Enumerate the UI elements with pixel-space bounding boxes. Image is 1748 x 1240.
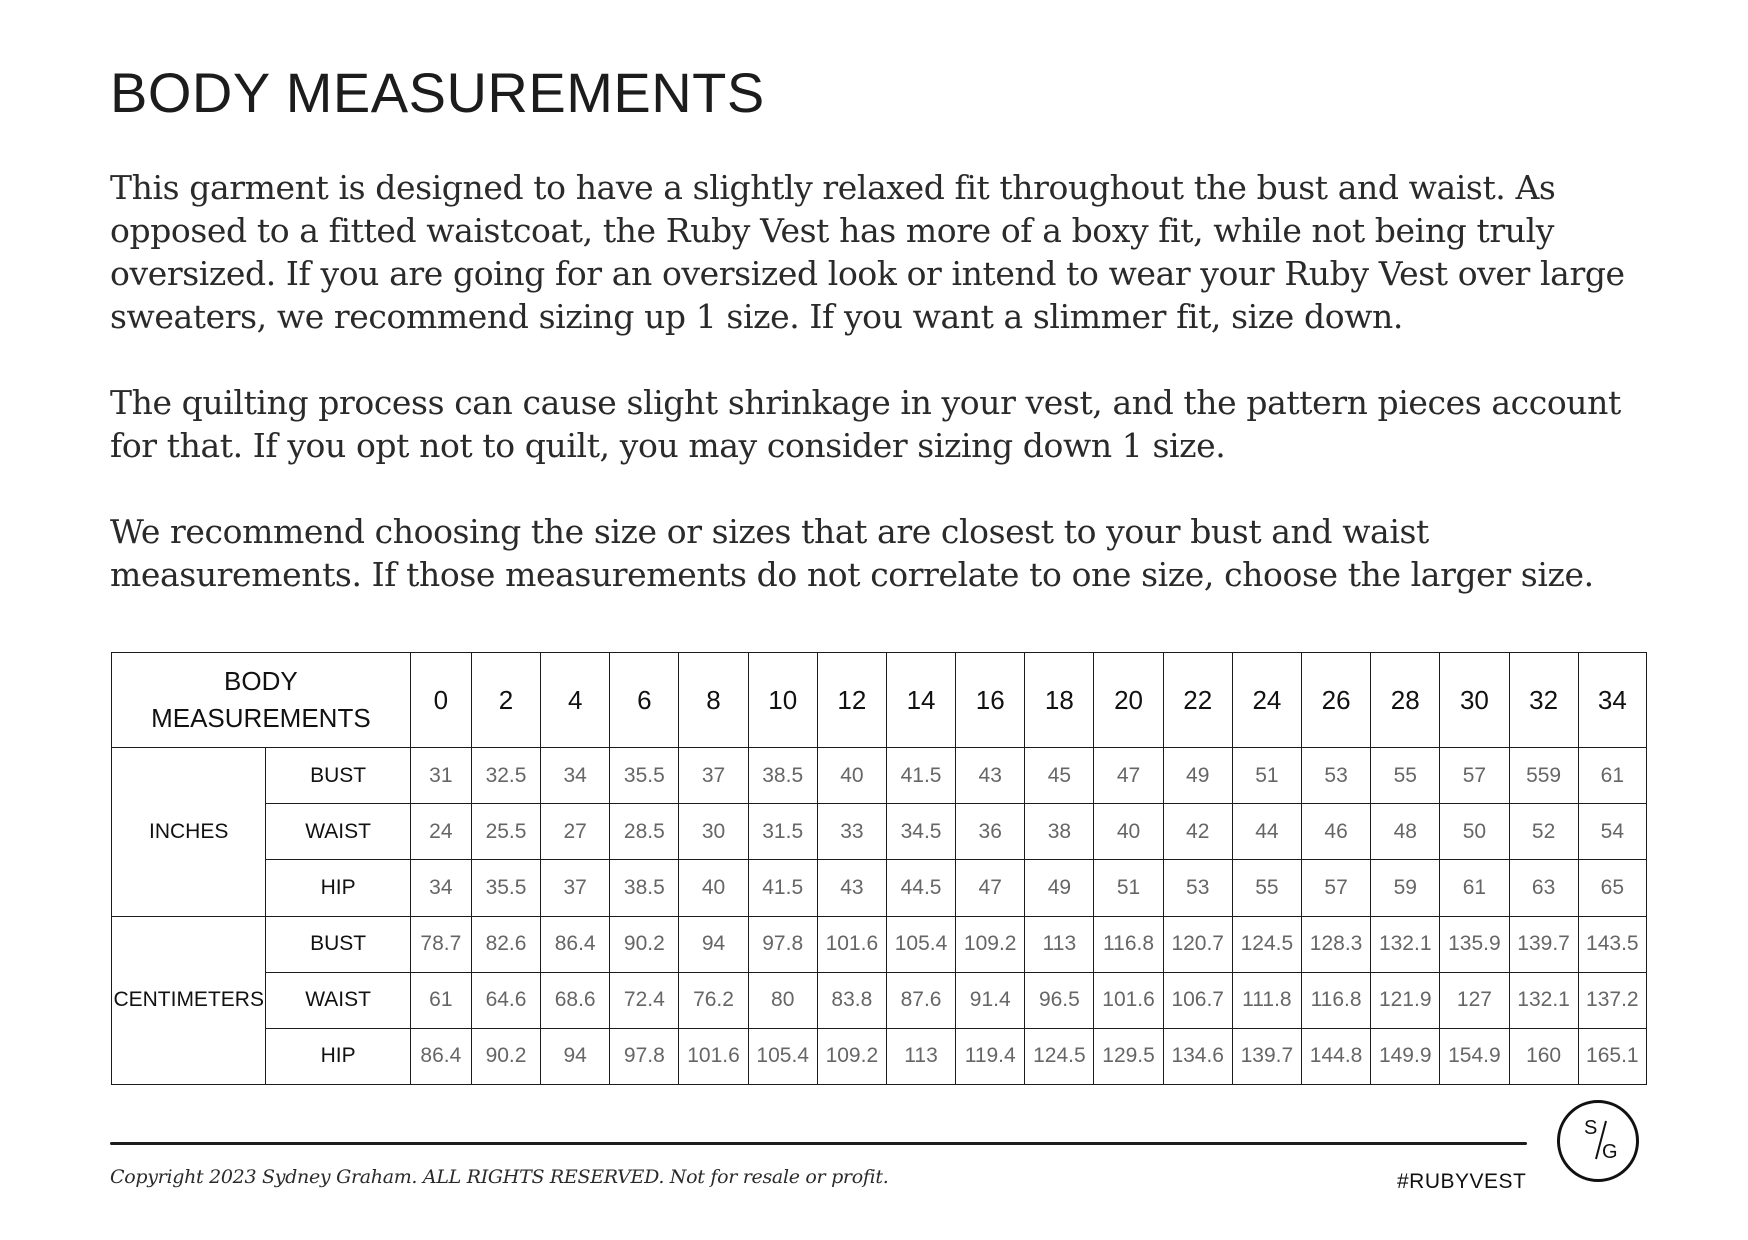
table-cell: 27 <box>541 804 610 860</box>
table-cell: 35.5 <box>471 860 540 916</box>
table-cell: 134.6 <box>1163 1028 1232 1084</box>
table-cell: 129.5 <box>1094 1028 1163 1084</box>
table-cell: 83.8 <box>817 972 886 1028</box>
table-cell: 31 <box>410 748 471 804</box>
table-cell: 128.3 <box>1301 916 1370 972</box>
table-cell: 53 <box>1163 860 1232 916</box>
table-row <box>112 748 1647 804</box>
size-header: 0 <box>410 653 471 748</box>
table-cell: 137.2 <box>1578 972 1646 1028</box>
table-cell: 68.6 <box>541 972 610 1028</box>
table-cell: 38 <box>1025 804 1094 860</box>
table-cell: 116.8 <box>1094 916 1163 972</box>
size-header: 22 <box>1163 653 1232 748</box>
table-cell: 116.8 <box>1301 972 1370 1028</box>
footer-divider <box>110 1142 1527 1145</box>
size-header: 16 <box>956 653 1025 748</box>
table-cell: 40 <box>1094 804 1163 860</box>
measurement-label: BUST <box>266 748 410 804</box>
table-cell: 94 <box>679 916 748 972</box>
measurement-label: HIP <box>266 860 410 916</box>
size-header: 6 <box>610 653 679 748</box>
table-cell: 35.5 <box>610 748 679 804</box>
table-cell: 119.4 <box>956 1028 1025 1084</box>
intro-text <box>110 166 1650 596</box>
table-cell: 124.5 <box>1232 916 1301 972</box>
size-chart-table <box>111 652 1647 1085</box>
table-row <box>112 860 1647 916</box>
table-cell: 94 <box>541 1028 610 1084</box>
table-cell: 40 <box>817 748 886 804</box>
table-cell: 34 <box>410 860 471 916</box>
table-cell: 32.5 <box>471 748 540 804</box>
table-cell: 43 <box>956 748 1025 804</box>
table-cell: 45 <box>1025 748 1094 804</box>
table-cell: 46 <box>1301 804 1370 860</box>
size-header: 8 <box>679 653 748 748</box>
page-title: BODY MEASUREMENTS <box>110 61 765 124</box>
size-header: 20 <box>1094 653 1163 748</box>
size-header: 10 <box>748 653 817 748</box>
table-cell: 31.5 <box>748 804 817 860</box>
table-cell: 132.1 <box>1509 972 1578 1028</box>
size-header: 28 <box>1371 653 1440 748</box>
table-cell: 25.5 <box>471 804 540 860</box>
table-corner-header <box>112 653 411 748</box>
table-cell: 38.5 <box>748 748 817 804</box>
table-cell: 139.7 <box>1509 916 1578 972</box>
table-cell: 120.7 <box>1163 916 1232 972</box>
size-header: 34 <box>1578 653 1646 748</box>
table-cell: 96.5 <box>1025 972 1094 1028</box>
table-cell: 41.5 <box>748 860 817 916</box>
table-cell: 113 <box>886 1028 955 1084</box>
table-cell: 82.6 <box>471 916 540 972</box>
table-cell: 44.5 <box>886 860 955 916</box>
table-cell: 97.8 <box>748 916 817 972</box>
table-row <box>112 1028 1647 1084</box>
intro-paragraph: The quilting process can cause slight shrinkage in your vest, and the pattern pieces account for that. If you opt not to quilt, you may consider sizing down 1 size. <box>110 383 1621 465</box>
unit-label: CENTIMETERS <box>112 916 266 1084</box>
table-cell: 64.6 <box>471 972 540 1028</box>
size-header: 24 <box>1232 653 1301 748</box>
table-row <box>112 972 1647 1028</box>
table-cell: 34.5 <box>886 804 955 860</box>
table-cell: 101.6 <box>679 1028 748 1084</box>
table-cell: 51 <box>1232 748 1301 804</box>
table-cell: 65 <box>1578 860 1646 916</box>
brand-logo <box>1557 1100 1639 1182</box>
table-cell: 109.2 <box>817 1028 886 1084</box>
table-cell: 121.9 <box>1371 972 1440 1028</box>
table-cell: 72.4 <box>610 972 679 1028</box>
table-cell: 61 <box>1440 860 1509 916</box>
table-cell: 24 <box>410 804 471 860</box>
size-header: 26 <box>1301 653 1370 748</box>
size-header: 30 <box>1440 653 1509 748</box>
table-cell: 57 <box>1301 860 1370 916</box>
table-cell: 28.5 <box>610 804 679 860</box>
table-cell: 149.9 <box>1371 1028 1440 1084</box>
table-cell: 106.7 <box>1163 972 1232 1028</box>
table-cell: 50 <box>1440 804 1509 860</box>
measurement-label: BUST <box>266 916 410 972</box>
table-cell: 40 <box>679 860 748 916</box>
logo-slash <box>1560 1103 1636 1179</box>
table-row <box>112 804 1647 860</box>
size-header: 2 <box>471 653 540 748</box>
size-header: 4 <box>541 653 610 748</box>
size-header: 32 <box>1509 653 1578 748</box>
table-cell: 86.4 <box>410 1028 471 1084</box>
measurement-label: HIP <box>266 1028 410 1084</box>
table-cell: 105.4 <box>748 1028 817 1084</box>
table-cell: 101.6 <box>817 916 886 972</box>
table-header-row <box>112 653 1647 748</box>
table-cell: 109.2 <box>956 916 1025 972</box>
table-cell: 132.1 <box>1371 916 1440 972</box>
table-cell: 61 <box>410 972 471 1028</box>
size-header: 14 <box>886 653 955 748</box>
copyright-text: Copyright 2023 Sydney Graham. ALL RIGHTS RESERVED. Not for resale or profit. <box>110 1166 889 1188</box>
header-line: MEASUREMENTS <box>151 703 371 734</box>
table-cell: 111.8 <box>1232 972 1301 1028</box>
table-cell: 90.2 <box>471 1028 540 1084</box>
table-cell: 101.6 <box>1094 972 1163 1028</box>
table-cell: 55 <box>1371 748 1440 804</box>
table-cell: 37 <box>679 748 748 804</box>
table-cell: 61 <box>1578 748 1646 804</box>
table-cell: 53 <box>1301 748 1370 804</box>
table-row <box>112 916 1647 972</box>
logo-letter-bottom: G <box>1602 1141 1618 1163</box>
table-cell: 127 <box>1440 972 1509 1028</box>
table-cell: 57 <box>1440 748 1509 804</box>
table-cell: 91.4 <box>956 972 1025 1028</box>
table-cell: 30 <box>679 804 748 860</box>
table-cell: 36 <box>956 804 1025 860</box>
table-cell: 51 <box>1094 860 1163 916</box>
intro-paragraph: This garment is designed to have a slightly relaxed fit throughout the bust and waist. As opposed to a fitted waistcoat, the Ruby Vest has more of a boxy fit, while not being truly oversized. If you are going for an oversized look or intend to wear your Ruby Vest over large sweaters, we recommend sizing up 1 size. If you want a slimmer fit, size down. <box>110 168 1625 336</box>
table-cell: 135.9 <box>1440 916 1509 972</box>
table-cell: 87.6 <box>886 972 955 1028</box>
logo-letter-top: S <box>1584 1117 1598 1139</box>
table-cell: 44 <box>1232 804 1301 860</box>
table-cell: 165.1 <box>1578 1028 1646 1084</box>
size-header: 18 <box>1025 653 1094 748</box>
table-cell: 38.5 <box>610 860 679 916</box>
measurement-label: WAIST <box>266 972 410 1028</box>
hashtag-text: #RUBYVEST <box>1397 1170 1527 1193</box>
table-cell: 47 <box>956 860 1025 916</box>
table-cell: 143.5 <box>1578 916 1646 972</box>
table-cell: 33 <box>817 804 886 860</box>
table-cell: 47 <box>1094 748 1163 804</box>
table-cell: 90.2 <box>610 916 679 972</box>
table-cell: 86.4 <box>541 916 610 972</box>
table-cell: 160 <box>1509 1028 1578 1084</box>
table-cell: 144.8 <box>1301 1028 1370 1084</box>
table-cell: 42 <box>1163 804 1232 860</box>
table-cell: 49 <box>1025 860 1094 916</box>
table-cell: 37 <box>541 860 610 916</box>
table-cell: 76.2 <box>679 972 748 1028</box>
table-cell: 59 <box>1371 860 1440 916</box>
table-cell: 43 <box>817 860 886 916</box>
table-cell: 52 <box>1509 804 1578 860</box>
table-cell: 113 <box>1025 916 1094 972</box>
table-cell: 49 <box>1163 748 1232 804</box>
table-cell: 41.5 <box>886 748 955 804</box>
table-cell: 78.7 <box>410 916 471 972</box>
table-cell: 55 <box>1232 860 1301 916</box>
intro-paragraph: We recommend choosing the size or sizes that are closest to your bust and waist measurements. If those measurements do not correlate to one size, choose the larger size. <box>110 512 1594 594</box>
table-cell: 63 <box>1509 860 1578 916</box>
table-cell: 48 <box>1371 804 1440 860</box>
measurement-label: WAIST <box>266 804 410 860</box>
table-cell: 105.4 <box>886 916 955 972</box>
unit-label: INCHES <box>112 748 266 916</box>
table-cell: 559 <box>1509 748 1578 804</box>
size-header: 12 <box>817 653 886 748</box>
table-cell: 124.5 <box>1025 1028 1094 1084</box>
table-cell: 54 <box>1578 804 1646 860</box>
table-cell: 154.9 <box>1440 1028 1509 1084</box>
header-line: BODY <box>224 666 298 697</box>
table-cell: 97.8 <box>610 1028 679 1084</box>
table-cell: 139.7 <box>1232 1028 1301 1084</box>
table-cell: 80 <box>748 972 817 1028</box>
table-cell: 34 <box>541 748 610 804</box>
